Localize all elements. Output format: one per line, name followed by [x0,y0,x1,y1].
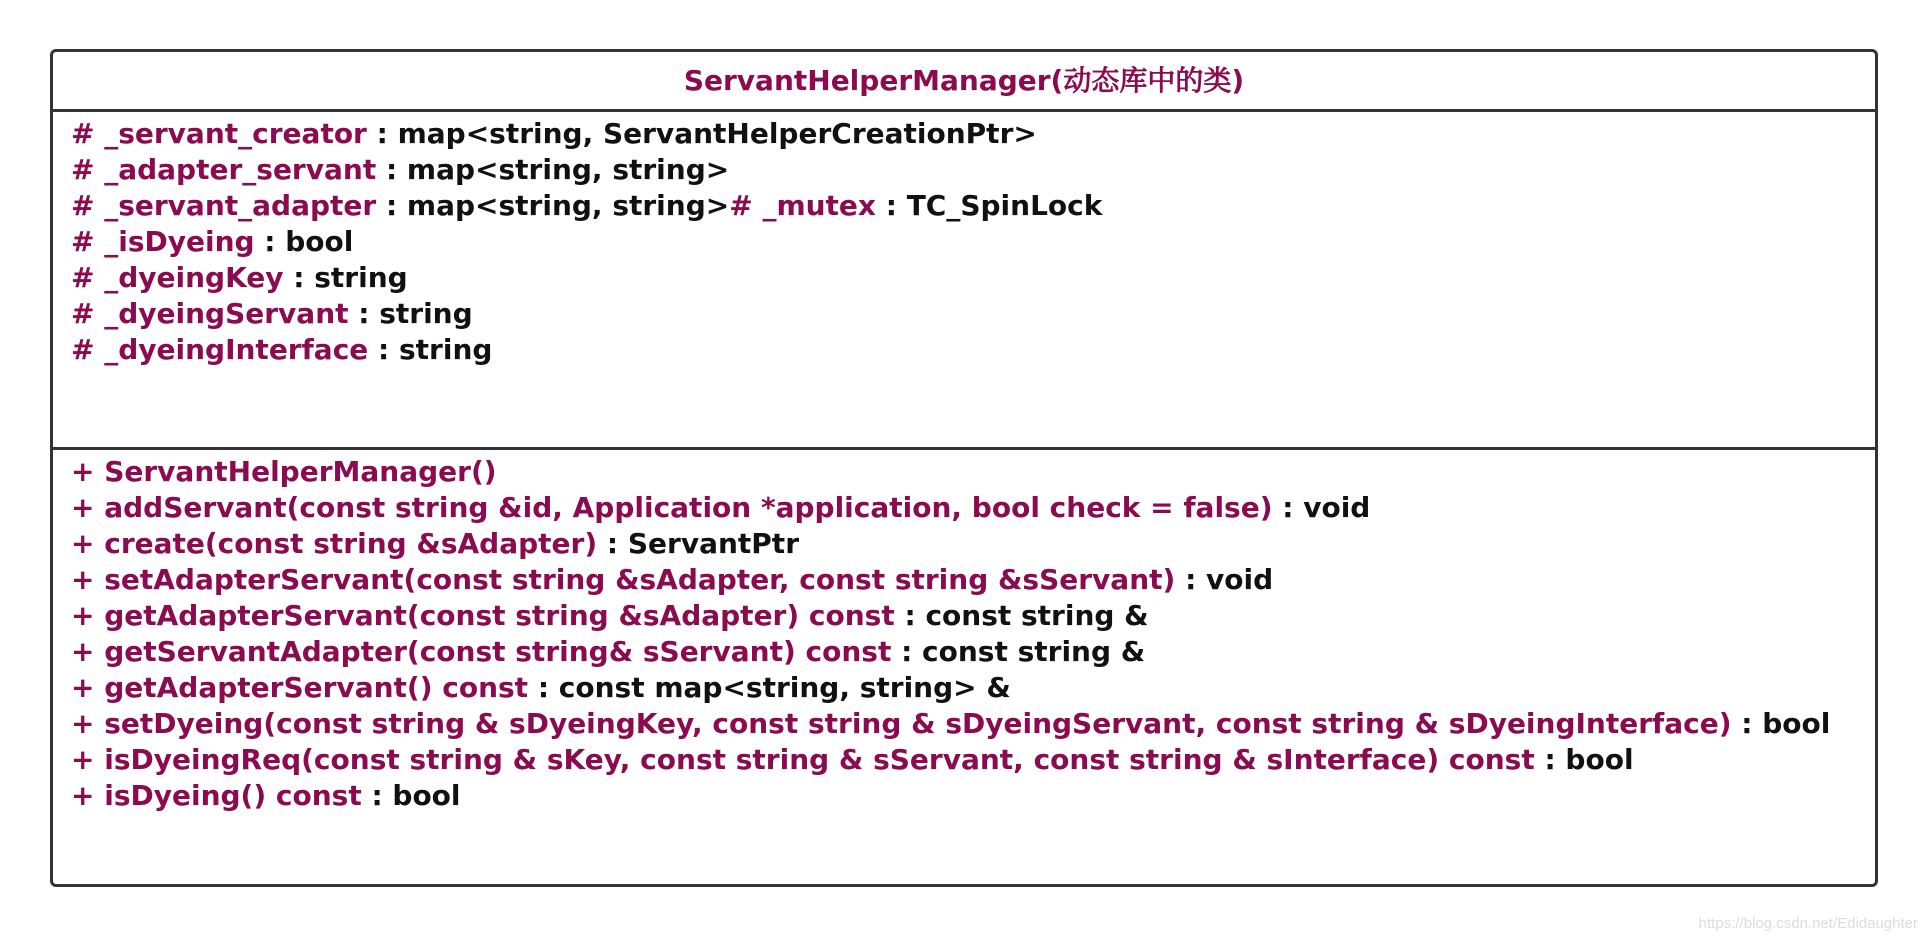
attribute-name: _servant_creator [104,117,367,150]
attribute-type: string [314,261,408,294]
attribute-row [71,224,1875,260]
attribute-row [71,188,1875,224]
operation-signature: addServant(const string &id, Application *application, bool check = false) [104,491,1273,524]
attribute-name: _dyeingKey [104,261,284,294]
type-separator: : [901,635,913,668]
operation-signature: create(const string &sAdapter) [104,527,598,560]
operation-signature: isDyeing() const [104,779,362,812]
attribute-row [71,116,1875,152]
class-header [53,52,1875,112]
type-separator: : [1544,743,1556,776]
operation-row [71,634,1875,670]
type-separator: : [371,779,383,812]
type-separator: : [264,225,276,258]
attribute-name: _servant_adapter [104,189,377,222]
type-separator: : [606,527,619,560]
operation-signature: setAdapterServant(const string &sAdapter, const string &sServant) [104,563,1176,596]
attribute-row [71,152,1875,188]
operation-signature: getAdapterServant(const string &sAdapter) const [104,599,895,632]
operation-visibility: + [71,635,95,668]
return-type: const map<string, string> & [558,671,1011,704]
attribute-type: map<string, string> [406,189,730,222]
type-separator: : [376,117,388,150]
type-separator: : [1185,563,1197,596]
type-separator: : [1741,707,1753,740]
attribute-name: _dyeingServant [104,297,349,330]
return-type: void [1206,563,1274,596]
operation-visibility: + [71,707,95,740]
operations-section [53,450,1875,814]
attribute-type: map<string, ServantHelperCreationPtr> [397,117,1037,150]
type-separator: : [378,333,390,366]
attribute-visibility: # [71,333,95,366]
attribute-visibility: # [71,189,95,222]
attribute-name: _mutex [762,189,876,222]
return-type: void [1303,491,1371,524]
return-type: const string & [922,635,1146,668]
attribute-type: string [398,333,493,366]
type-separator: : [358,297,370,330]
attribute-row [71,332,1875,368]
class-name: ServantHelperManager(动态库中的类) [683,63,1245,97]
operation-visibility: + [71,491,95,524]
attribute-visibility: # [71,225,95,258]
operation-visibility: + [71,455,95,488]
attribute-visibility: # [71,261,95,294]
attribute-type: string [379,297,473,330]
attribute-visibility: # [729,189,753,222]
attribute-visibility: # [71,153,95,186]
operation-row [71,526,1875,562]
attributes-section [53,112,1875,450]
type-separator: : [385,153,398,186]
operation-visibility: + [71,527,95,560]
operation-signature: isDyeingReq(const string & sKey, const string & sServant, const string & sInterface) const [104,743,1535,776]
type-separator: : [293,261,305,294]
watermark: https://blog.csdn.net/Edidaughter [1698,915,1918,932]
type-separator: : [904,599,916,632]
operation-signature: getAdapterServant() const [104,671,529,704]
uml-class-box [50,49,1878,887]
operation-visibility: + [71,563,95,596]
attribute-name: _dyeingInterface [104,333,369,366]
operation-row [71,490,1875,526]
operation-row [71,454,1875,490]
operation-visibility: + [71,599,95,632]
operation-row [71,778,1875,814]
attribute-row [71,296,1875,332]
type-separator: : [385,189,398,222]
return-type: bool [1762,707,1831,740]
operation-visibility: + [71,743,95,776]
operation-row [71,706,1875,742]
attribute-name: _isDyeing [104,225,255,258]
attribute-visibility: # [71,117,95,150]
operation-signature: ServantHelperManager() [104,455,497,488]
attribute-visibility: # [71,297,95,330]
attribute-type: map<string, string> [406,153,730,186]
return-type: const string & [925,599,1149,632]
return-type: ServantPtr [627,527,800,560]
attribute-type: bool [285,225,354,258]
attribute-type: TC_SpinLock [906,189,1103,222]
attribute-row [71,260,1875,296]
attribute-name: _adapter_servant [104,153,377,186]
type-separator: : [537,671,550,704]
return-type: bool [1565,743,1634,776]
operation-visibility: + [71,779,95,812]
operation-visibility: + [71,671,95,704]
operation-row [71,562,1875,598]
type-separator: : [1282,491,1294,524]
operation-row [71,742,1875,778]
operation-row [71,598,1875,634]
type-separator: : [885,189,897,222]
operation-row [71,670,1875,706]
operation-signature: getServantAdapter(const string& sServant) const [104,635,892,668]
return-type: bool [392,779,461,812]
operation-signature: setDyeing(const string & sDyeingKey, const string & sDyeingServant, const string & sDyeingInterface) [104,707,1732,740]
